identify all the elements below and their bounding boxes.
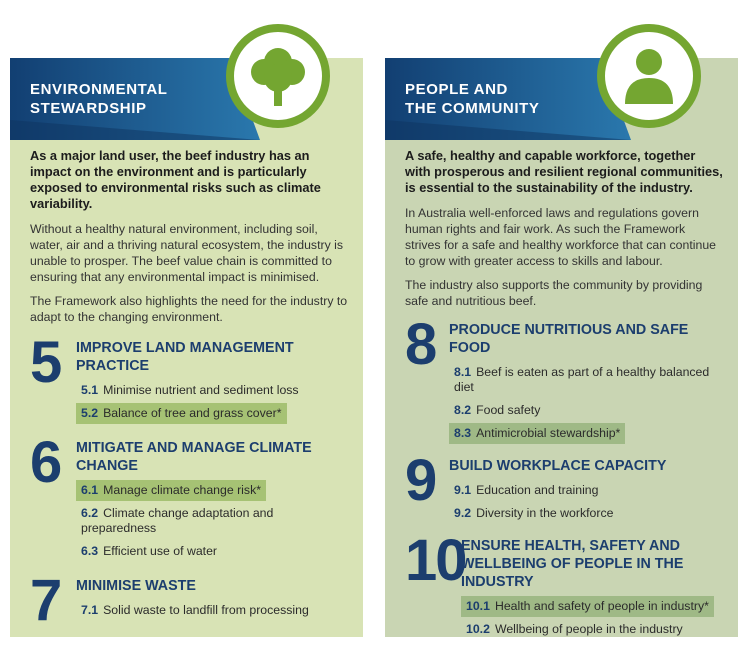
goal-item-10-2: 10.2 Wellbeing of people in the industry — [466, 622, 683, 636]
goal-number: 6 — [30, 430, 61, 495]
goal-number: 10 — [405, 528, 466, 593]
goal-item-8-3: 8.3 Antimicrobial stewardship* — [449, 423, 625, 444]
goal-title: MINIMISE WASTE — [76, 578, 196, 594]
body-paragraph-1: In Australia well-enforced laws and regulations govern human rights and fair work. As such the Framework strives for a safe and healthy workforce that can continue to grow with greater access to skills and labour. — [405, 206, 717, 268]
goal-item-8-1: 8.1 Beef is eaten as part of a healthy balanced diet — [454, 365, 710, 394]
goal-number: 9 — [405, 448, 436, 513]
panel-content — [405, 148, 724, 641]
goal-7 — [30, 568, 349, 633]
goal-title: PRODUCE NUTRITIOUS AND SAFE FOOD — [449, 322, 689, 356]
panel-title — [30, 80, 250, 118]
goal-item-9-1: 9.1 Education and training — [454, 483, 599, 497]
goal-title: MITIGATE AND MANAGE CLIMATE CHANGE — [76, 440, 312, 474]
goal-8 — [405, 312, 724, 445]
panel-title-line1: PEOPLE AND — [405, 81, 508, 98]
goal-item-6-2: 6.2 Climate change adaptation and preparedness — [81, 506, 274, 535]
goal-title: ENSURE HEALTH, SAFETY AND WELLBEING OF PEOPLE IN THE INDUSTRY — [461, 538, 684, 590]
body-paragraph-2: The industry also supports the community by providing safe and nutritious beef. — [405, 278, 703, 308]
goal-item-8-2: 8.2 Food safety — [454, 403, 541, 417]
goal-number: 8 — [405, 312, 436, 377]
goal-item-5-1: 5.1 Minimise nutrient and sediment loss — [81, 383, 299, 397]
goal-9 — [405, 448, 724, 525]
goal-number: 7 — [30, 568, 61, 633]
panel-title-line2: STEWARDSHIP — [30, 100, 147, 117]
environmental-stewardship-panel — [10, 44, 363, 637]
person-icon — [597, 24, 701, 128]
goal-item-6-1: 6.1 Manage climate change risk* — [76, 480, 266, 501]
goal-6 — [30, 430, 349, 563]
goal-title: BUILD WORKPLACE CAPACITY — [449, 458, 667, 474]
lead-text: A safe, healthy and capable workforce, together with prosperous and resilient regional communities, is essential to the sustainability of the industry. — [405, 148, 723, 195]
goal-title: IMPROVE LAND MANAGEMENT PRACTICE — [76, 340, 294, 374]
lead-text: As a major land user, the beef industry has an impact on the environment and is particularly exposed to environmental risks such as climate variability. — [30, 148, 321, 211]
panel-title-line2: THE COMMUNITY — [405, 100, 540, 117]
body-paragraph-1: Without a healthy natural environment, including soil, water, air and a thriving natural ecosystem, the industry is unable to prosper. The beef value chain is committed to ensuring that any environmental impact is minimised. — [30, 222, 344, 284]
goal-item-5-2: 5.2 Balance of tree and grass cover* — [76, 403, 287, 424]
panel-content — [30, 148, 349, 633]
panel-title — [405, 80, 625, 118]
tree-icon — [226, 24, 330, 128]
people-and-community-panel — [385, 44, 738, 637]
goal-item-10-1: 10.1 Health and safety of people in industry* — [461, 596, 714, 617]
panel-title-line1: ENVIRONMENTAL — [30, 81, 168, 98]
goal-10 — [405, 528, 724, 641]
goal-number: 5 — [30, 330, 61, 395]
goal-item-6-3: 6.3 Efficient use of water — [81, 544, 218, 558]
goal-item-7-1: 7.1 Solid waste to landfill from processing — [81, 603, 309, 617]
goal-item-9-2: 9.2 Diversity in the workforce — [454, 506, 614, 520]
body-paragraph-2: The Framework also highlights the need for the industry to adapt to the changing environment. — [30, 294, 348, 324]
goal-5 — [30, 330, 349, 425]
